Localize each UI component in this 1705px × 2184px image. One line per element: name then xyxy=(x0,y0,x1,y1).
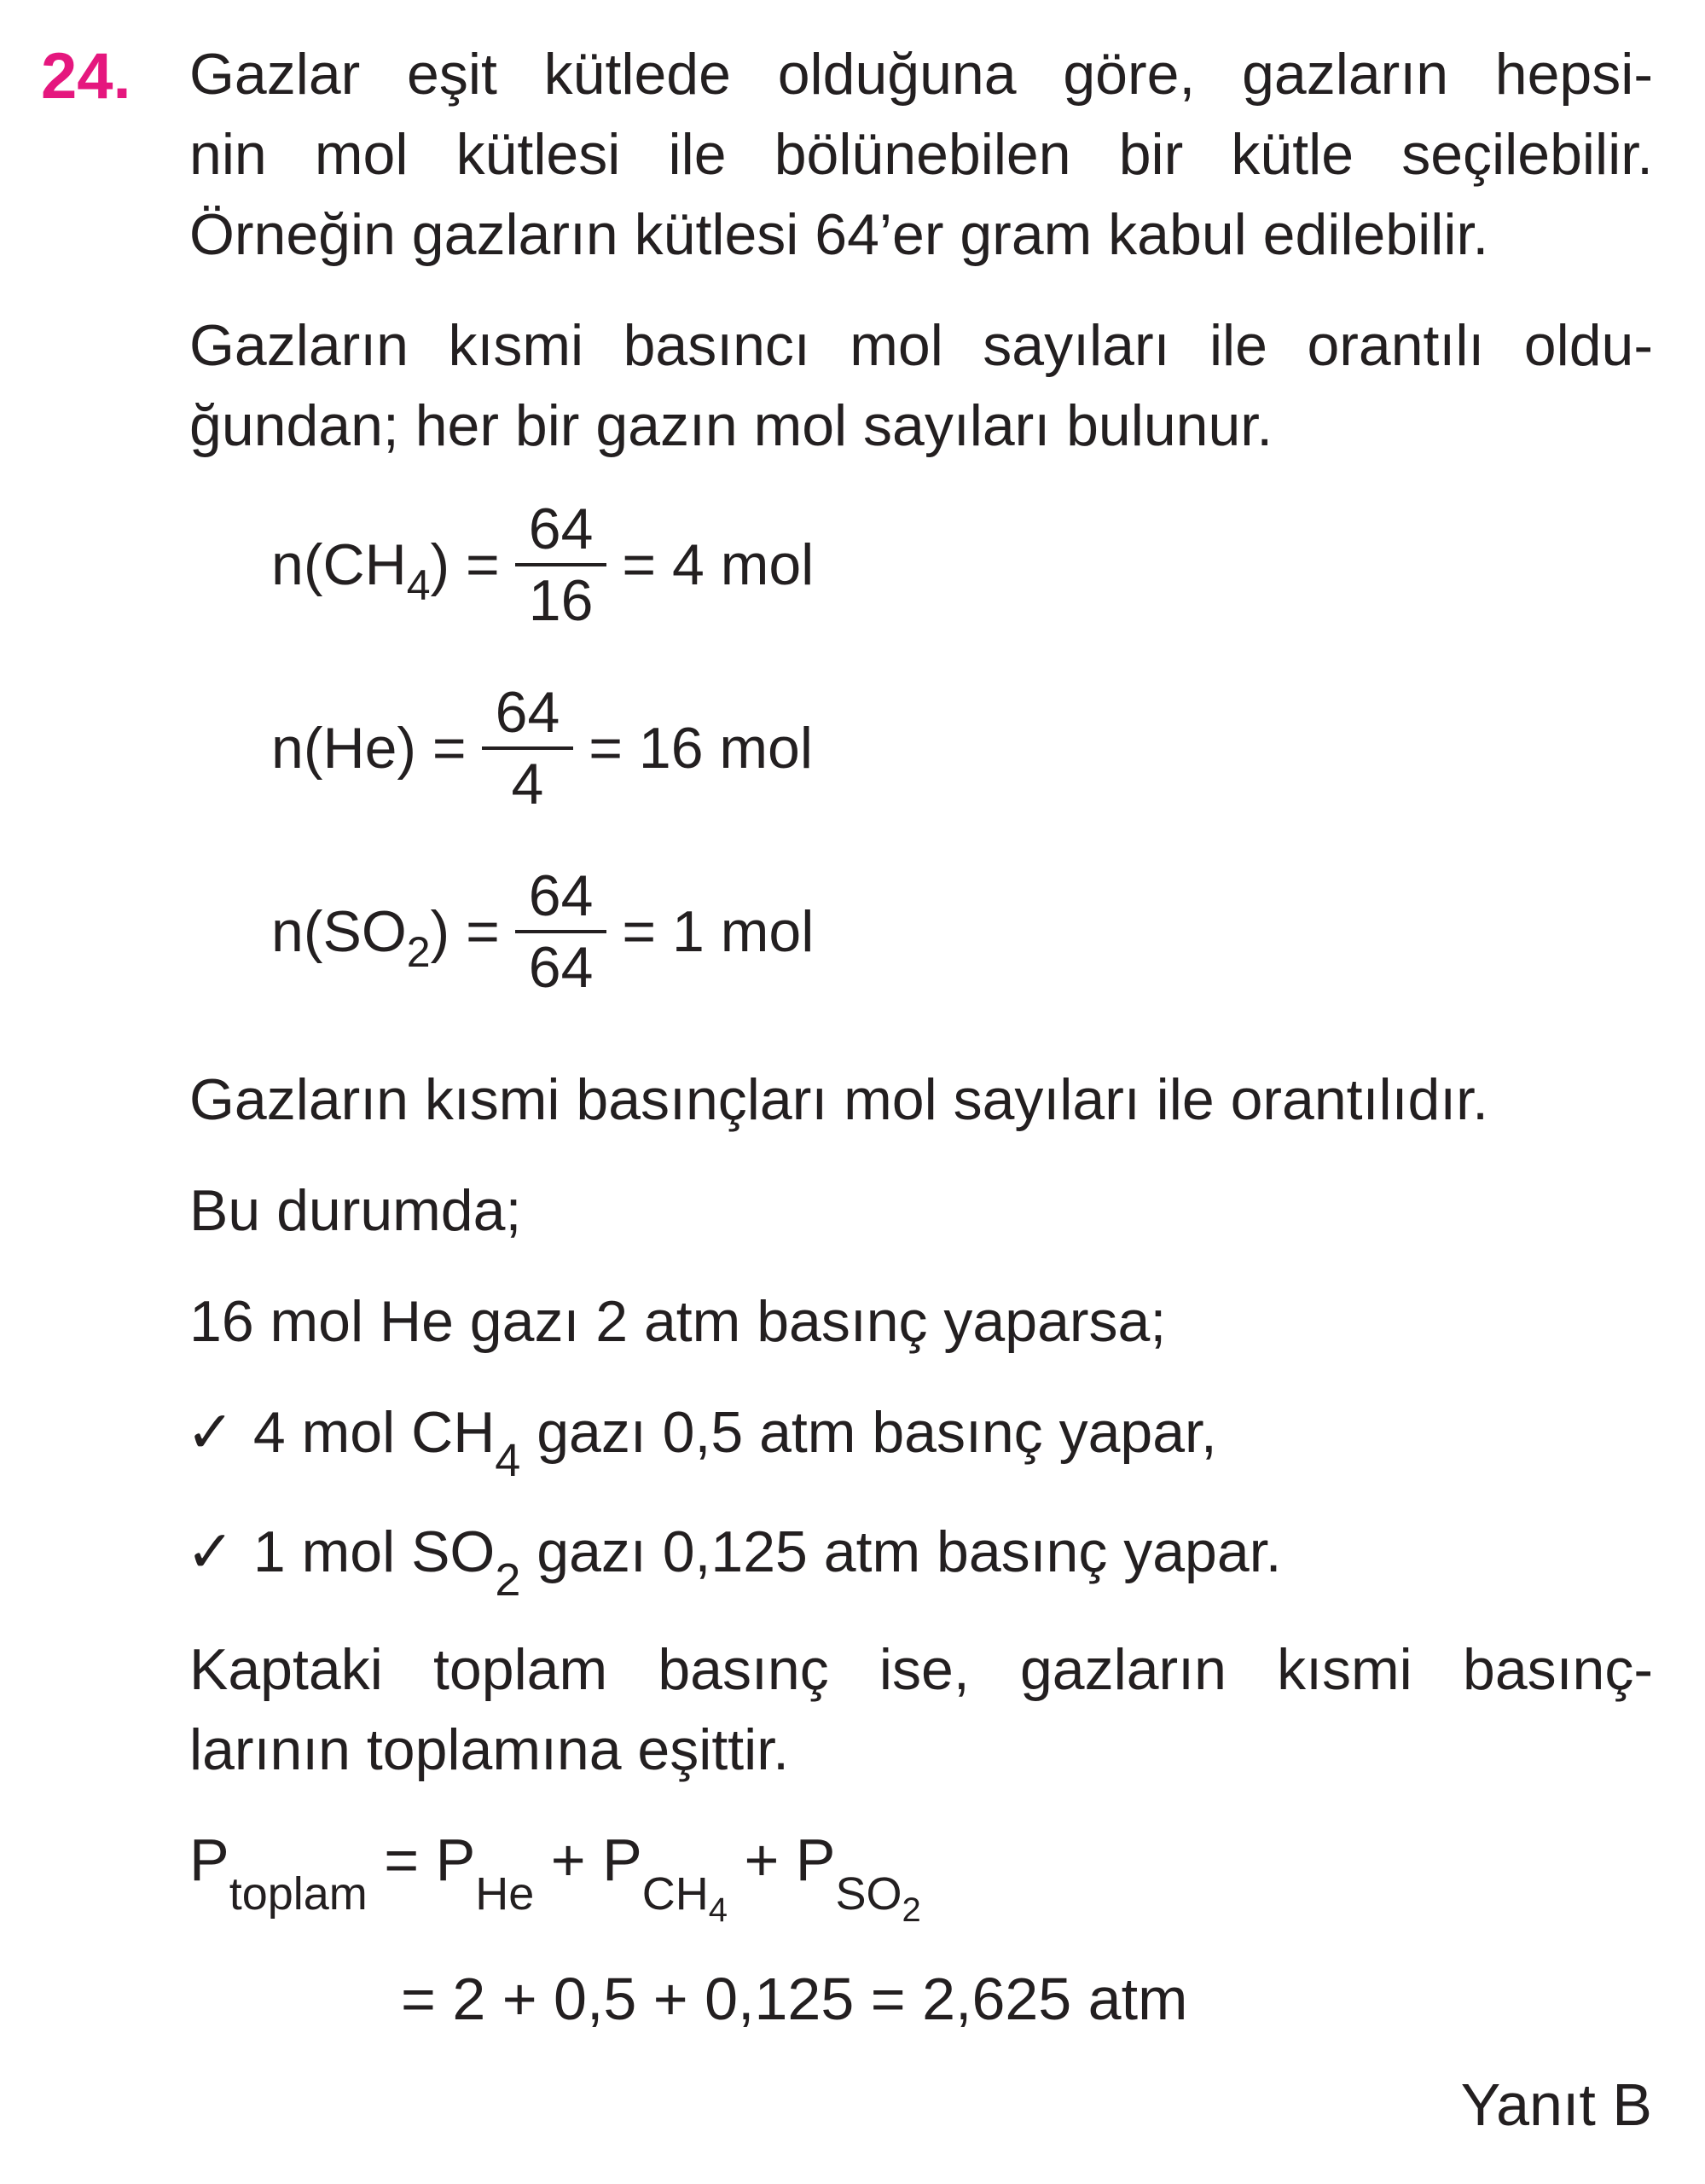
equation-ch4 xyxy=(271,495,814,635)
equation-ch4-lhs: $n(CH_4)$ = xyxy=(271,532,500,609)
paragraph-2-line-2: ğundan; her bir gazın mol sayıları bulunur. xyxy=(189,393,1273,458)
question-number: 24. xyxy=(41,40,131,113)
check-item-ch4: ✓ 4 mol $CH_4$ gazı 0,5 atm basınç yapar, xyxy=(186,1392,1217,1472)
total-pressure-formula: $P_{toplam} = P_{He} + P_{CH_4} + P_{SO_2}$ xyxy=(189,1827,921,1929)
equation-he-denominator: 4 xyxy=(511,752,544,816)
equation-so2 xyxy=(271,862,814,1002)
paragraph-2 xyxy=(189,305,1653,466)
check-icon: ✓ xyxy=(186,1400,235,1465)
paragraph-1-line-2: nin mol kütlesi ile bölünebilen bir kütle seçilebilir. xyxy=(189,122,1653,187)
paragraph-1-line-1: Gazlar eşit kütlede olduğuna göre, gazların hepsi- xyxy=(189,42,1653,107)
statement-he-pressure: 16 mol He gazı 2 atm basınç yaparsa; xyxy=(189,1289,1167,1354)
paragraph-1-line-3: Örneğin gazların kütlesi 64’er gram kabul edilebilir. xyxy=(189,202,1489,267)
paragraph-3 xyxy=(189,1629,1653,1790)
paragraph-1 xyxy=(189,34,1653,275)
answer-label: Yanıt B xyxy=(1460,2071,1652,2138)
equation-he-fraction xyxy=(482,678,574,818)
paragraph-3-line-1: Kaptaki toplam basınç ise, gazların kısmi basınç- xyxy=(189,1637,1653,1702)
equation-so2-fraction xyxy=(515,862,607,1002)
equation-he-result: = 16 mol xyxy=(589,716,813,781)
equation-he-numerator: 64 xyxy=(495,680,560,745)
equation-ch4-fraction xyxy=(515,495,607,635)
check-icon: ✓ xyxy=(186,1519,235,1584)
check-item-so2: ✓ 1 mol $SO_2$ gazı 0,125 atm basınç yapar. xyxy=(186,1512,1281,1592)
statement-proportional: Gazların kısmi basınçları mol sayıları ile orantılıdır. xyxy=(189,1067,1488,1132)
paragraph-3-line-2: larının toplamına eşittir. xyxy=(189,1717,790,1782)
equation-so2-denominator: 64 xyxy=(528,935,594,1000)
statement-in-this-case: Bu durumda; xyxy=(189,1178,522,1243)
equation-ch4-result: = 4 mol xyxy=(622,532,815,597)
equation-so2-numerator: 64 xyxy=(528,863,594,928)
equation-so2-result: = 1 mol xyxy=(622,899,815,964)
equation-he-lhs: n(He) = xyxy=(271,716,467,781)
equation-he xyxy=(271,678,813,818)
equation-ch4-denominator: 16 xyxy=(528,568,594,633)
paragraph-2-line-1: Gazların kısmi basıncı mol sayıları ile orantılı oldu- xyxy=(189,313,1653,378)
equation-so2-lhs: $n(SO_2)$ = xyxy=(271,899,500,976)
equation-ch4-numerator: 64 xyxy=(528,497,594,561)
total-pressure-result: = 2 + 0,5 + 0,125 = 2,625 atm xyxy=(401,1966,1188,2032)
